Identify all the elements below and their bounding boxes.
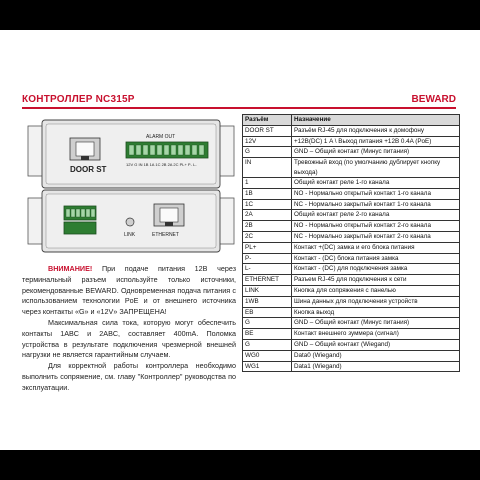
purpose-cell: NO - Нормально открытый контакт 1-го канала <box>292 188 460 199</box>
terminal-pin-labels: 12V G IN 1B 1A 1C 2B 2A 2C PL+ P- L- <box>126 162 197 167</box>
purpose-cell: NO - Нормально открытый контакт 2-го канала <box>292 221 460 232</box>
purpose-cell: Контакт внешнего зуммера (сигнал) <box>292 329 460 340</box>
note-paragraph-2: Максимальная сила тока, которую могут обеспечить контакты 1ABC и 2ABC, составляет 400mA. Поломка устройства в результате подключения чрезмерной внешней нагрузки не является гарантийным случаем. <box>22 317 236 360</box>
table-row <box>243 147 460 158</box>
table-row <box>243 318 460 329</box>
table-row <box>243 210 460 221</box>
table-row <box>243 136 460 147</box>
connector-cell: LINK <box>243 285 292 296</box>
table-row <box>243 339 460 350</box>
connector-cell: DOOR ST <box>243 125 292 136</box>
purpose-cell: Общий контакт реле 1-го канала <box>292 178 460 189</box>
table-row <box>243 350 460 361</box>
connector-cell: WG1 <box>243 361 292 372</box>
table-row <box>243 275 460 286</box>
table-row <box>243 307 460 318</box>
table-row <box>243 221 460 232</box>
ethernet-label: ETHERNET <box>152 232 179 238</box>
purpose-cell: Тревожный вход (по умолчанию дублирует кнопку выхода) <box>292 158 460 178</box>
purpose-cell: Data1 (Wiegand) <box>292 361 460 372</box>
purpose-cell: Контакт - (DC) для подключения замка <box>292 264 460 275</box>
purpose-cell: NC - Нормально закрытый контакт 1-го канала <box>292 199 460 210</box>
purpose-cell: Кнопка выход <box>292 307 460 318</box>
table-row <box>243 178 460 189</box>
header-purpose: Назначение <box>292 115 460 126</box>
purpose-cell: GND – Общий контакт (Минус питания) <box>292 318 460 329</box>
purpose-cell: Кнопка для сопряжения с панелью <box>292 285 460 296</box>
purpose-cell: Контакт +(DC) замка и его блока питания <box>292 242 460 253</box>
purpose-cell: Шина данных для подключения устройств <box>292 296 460 307</box>
purpose-cell: Общий контакт реле 2-го канала <box>292 210 460 221</box>
connector-cell: 12V <box>243 136 292 147</box>
connector-cell: 2A <box>243 210 292 221</box>
header-divider <box>22 107 456 109</box>
connector-cell: G <box>243 339 292 350</box>
purpose-cell: Контакт - (DC) блока питания замка <box>292 253 460 264</box>
connector-cell: IN <box>243 158 292 178</box>
connector-cell: 2C <box>243 231 292 242</box>
connector-table <box>242 114 460 372</box>
connector-cell: 1B <box>243 188 292 199</box>
warning-label: ВНИМАНИЕ! <box>48 264 93 273</box>
connector-cell: P- <box>243 253 292 264</box>
device-top-illustration <box>26 118 236 192</box>
table-header-row <box>243 115 460 126</box>
table-row <box>243 285 460 296</box>
alarm-out-label: ALARM OUT <box>146 134 176 140</box>
table-row <box>243 242 460 253</box>
connector-cell: L- <box>243 264 292 275</box>
purpose-cell: GND – Общий контакт (Wiegand) <box>292 339 460 350</box>
brand-label: BEWARD <box>411 94 456 105</box>
page-title: КОНТРОЛЛЕР NC315P <box>22 94 135 105</box>
purpose-cell: Data0 (Wiegand) <box>292 350 460 361</box>
connector-cell: EB <box>243 307 292 318</box>
table-row <box>243 125 460 136</box>
connector-cell: PL+ <box>243 242 292 253</box>
table-row <box>243 188 460 199</box>
table-row <box>243 329 460 340</box>
note-paragraph-1 <box>22 264 236 318</box>
note-paragraph-3: Для корректной работы контроллера необходимо выполнить сопряжение, см. главу "Контроллер" руководства по эксплуатации. <box>22 361 236 392</box>
connector-cell: WG0 <box>243 350 292 361</box>
note-p1-text: При подаче питания 12В через терминальный разъем используйте только источники, рекомендованные BEWARD. Одновременная подача питания с использованием технологии PoE и от внешнего источника через контакты «G» и «12V» ЗАПРЕЩЕНА! <box>22 264 236 317</box>
purpose-cell: GND – Общий контакт (Минус питания) <box>292 147 460 158</box>
purpose-cell: NC - Нормально закрытый контакт 2-го канала <box>292 231 460 242</box>
table-row <box>243 264 460 275</box>
warning-notes <box>22 264 236 394</box>
connector-cell: BE <box>243 329 292 340</box>
purpose-cell: +12В(DC) 1 A \ Выход питания +12В 0.4A (PoE) <box>292 136 460 147</box>
purpose-cell: Разъём RJ-45 для подключения к домофону <box>292 125 460 136</box>
device-bottom-illustration <box>26 188 236 256</box>
connector-cell: ETHERNET <box>243 275 292 286</box>
table-row <box>243 158 460 178</box>
table-row <box>243 253 460 264</box>
table-row <box>243 361 460 372</box>
link-label: LINK <box>124 232 136 238</box>
connector-cell: 1 <box>243 178 292 189</box>
connector-cell: 2B <box>243 221 292 232</box>
connector-cell: 1WB <box>243 296 292 307</box>
purpose-cell: Разъем RJ-45 для подключения к сети <box>292 275 460 286</box>
table-row <box>243 296 460 307</box>
connector-cell: G <box>243 147 292 158</box>
connector-cell: 1C <box>243 199 292 210</box>
door-st-label: DOOR ST <box>70 165 107 174</box>
table-row <box>243 199 460 210</box>
table-row <box>243 231 460 242</box>
connector-cell: G <box>243 318 292 329</box>
header-connector: Разъём <box>243 115 292 126</box>
